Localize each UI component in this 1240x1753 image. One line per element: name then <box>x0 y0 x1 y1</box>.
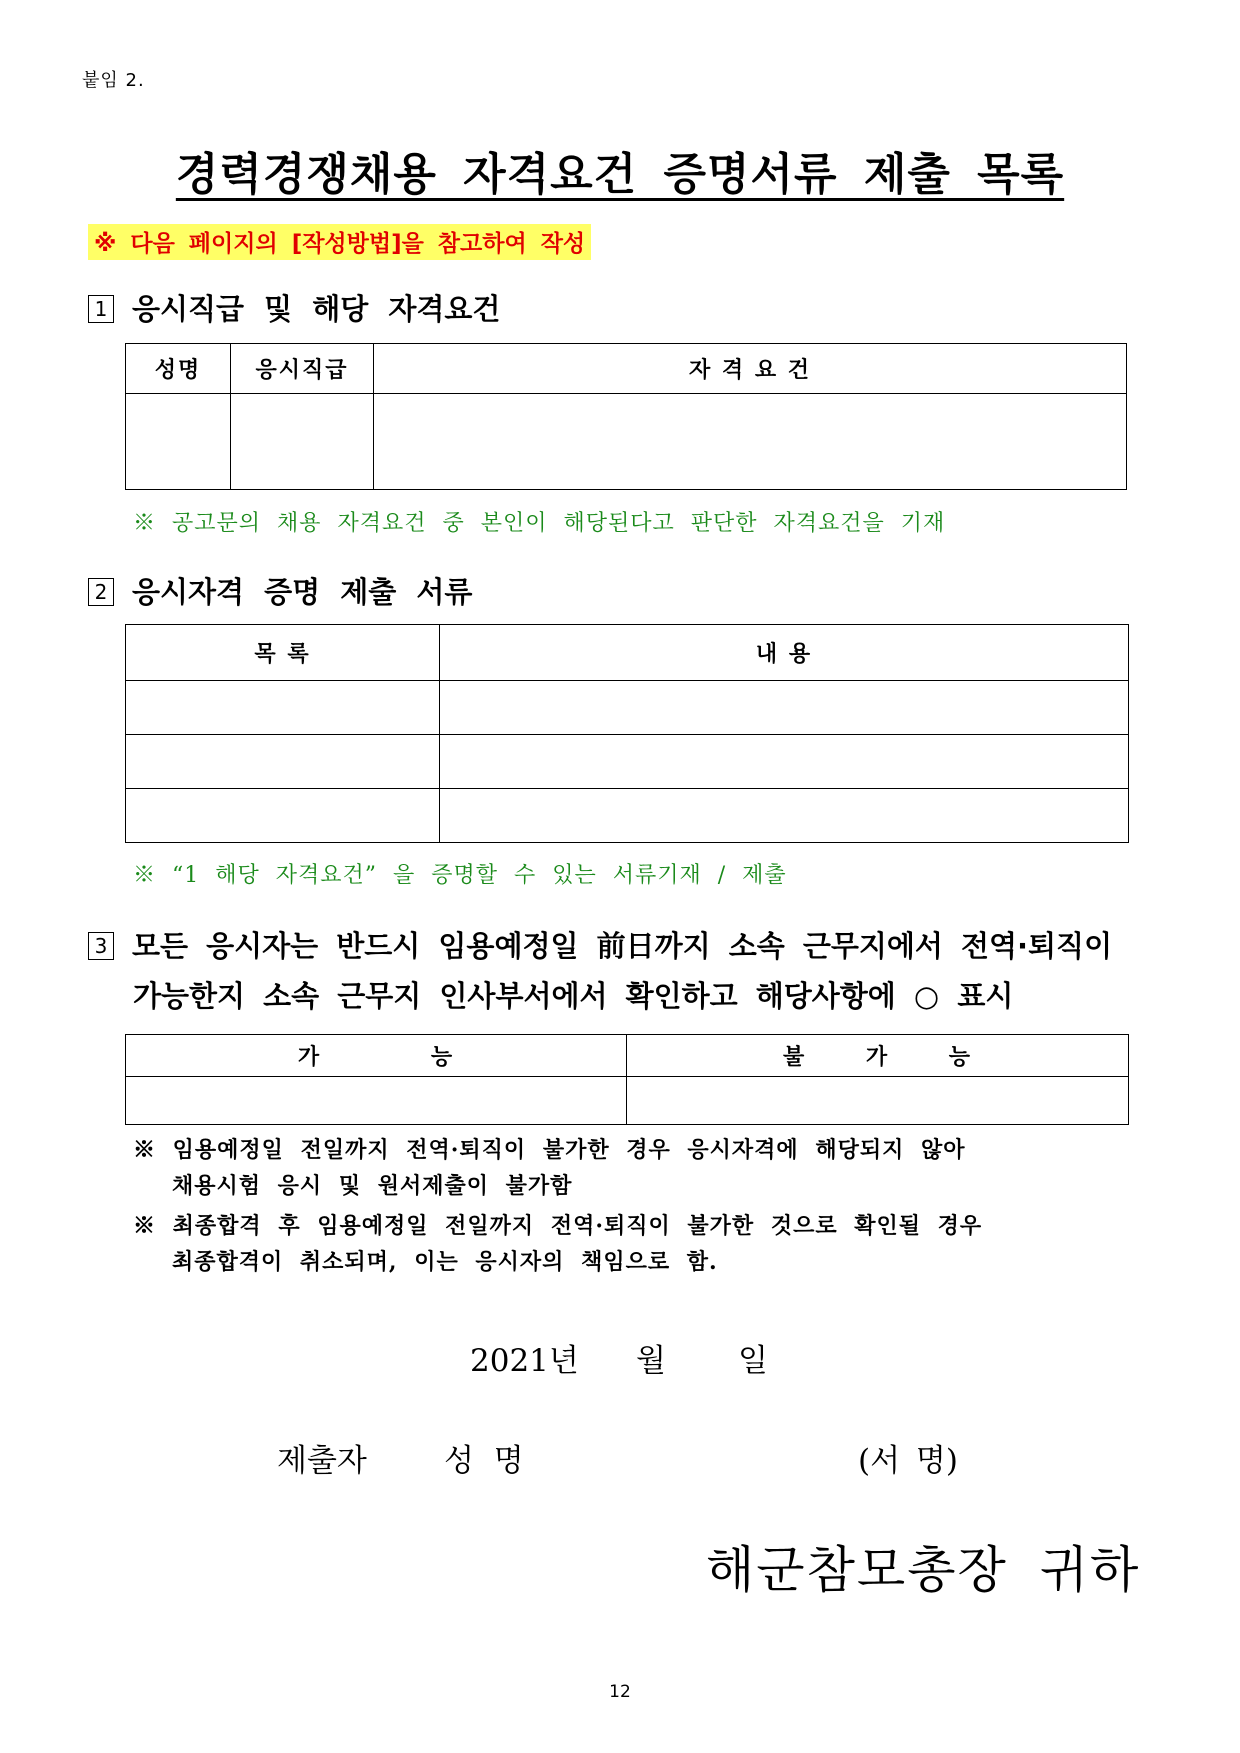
date-year: 2021년 <box>470 1343 579 1379</box>
table-row <box>126 735 1129 789</box>
col-content: 내 용 <box>440 625 1129 681</box>
section3-title-line1: 모든 응시자는 반드시 임용예정일 前日까지 소속 근무지에서 전역·퇴직이 <box>132 929 1113 963</box>
name-label: 성 명 <box>444 1443 524 1479</box>
section3-note1-line1: ※ 임용예정일 전일까지 전역·퇴직이 불가한 경우 응시자격에 해당되지 않아 <box>133 1137 966 1163</box>
col-qualification: 자 격 요 건 <box>374 344 1127 394</box>
instruction-notice: ※ 다음 페이지의 [작성방법]을 참고하여 작성 <box>88 224 591 260</box>
submitter-label: 제출자 <box>277 1443 367 1479</box>
cell-list-input[interactable] <box>126 735 440 789</box>
section1-number: 1 <box>88 295 114 323</box>
sign-label: (서 명) <box>858 1443 958 1479</box>
date-month: 월 <box>636 1343 666 1379</box>
section3-title-line2: 가능한지 소속 근무지 인사부서에서 확인하고 해당사항에 ○ 표시 <box>133 979 1014 1013</box>
cell-content-input[interactable] <box>440 681 1129 735</box>
section2-note: ※ “1 해당 자격요건” 을 증명할 수 있는 서류기재 / 제출 <box>133 863 787 888</box>
section3-heading <box>88 924 1112 965</box>
section1-heading <box>88 287 500 328</box>
section3-note2-line1: ※ 최종합격 후 임용예정일 전일까지 전역·퇴직이 불가한 것으로 확인될 경우 <box>133 1213 983 1239</box>
table-row <box>126 789 1129 843</box>
col-name: 성명 <box>126 344 231 394</box>
qualification-table <box>125 343 1127 490</box>
col-impossible: 불 가 능 <box>627 1035 1129 1077</box>
col-grade: 응시직급 <box>231 344 374 394</box>
section1-title: 응시직급 및 해당 자격요건 <box>132 292 501 326</box>
recipient: 해군참모총장 귀하 <box>706 1541 1141 1599</box>
cell-possible-mark[interactable] <box>126 1077 627 1125</box>
cell-content-input[interactable] <box>440 735 1129 789</box>
cell-name-input[interactable] <box>126 394 231 490</box>
section2-heading <box>88 570 472 611</box>
section3-note1-line2: 채용시험 응시 및 원서제출이 불가함 <box>172 1173 573 1199</box>
page-number: 12 <box>609 1682 631 1702</box>
cell-list-input[interactable] <box>126 789 440 843</box>
cell-impossible-mark[interactable] <box>627 1077 1129 1125</box>
availability-table <box>125 1034 1129 1125</box>
section3-number: 3 <box>88 932 114 960</box>
date-day: 일 <box>738 1343 768 1379</box>
cell-content-input[interactable] <box>440 789 1129 843</box>
section2-title: 응시자격 증명 제출 서류 <box>132 575 473 609</box>
cell-qualification-input[interactable] <box>374 394 1127 490</box>
cell-grade-input[interactable] <box>231 394 374 490</box>
documents-table <box>125 624 1129 843</box>
section2-number: 2 <box>88 578 114 606</box>
cell-list-input[interactable] <box>126 681 440 735</box>
section3-note2-line2: 최종합격이 취소되며, 이는 응시자의 책임으로 함. <box>172 1249 718 1275</box>
table-row <box>126 681 1129 735</box>
col-possible: 가 능 <box>126 1035 627 1077</box>
section1-note: ※ 공고문의 채용 자격요건 중 본인이 해당된다고 판단한 자격요건을 기재 <box>133 511 946 536</box>
document-title: 경력경쟁채용 자격요건 증명서류 제출 목록 <box>175 149 1065 200</box>
attachment-label: 붙임 2. <box>82 70 145 91</box>
col-list: 목 록 <box>126 625 440 681</box>
